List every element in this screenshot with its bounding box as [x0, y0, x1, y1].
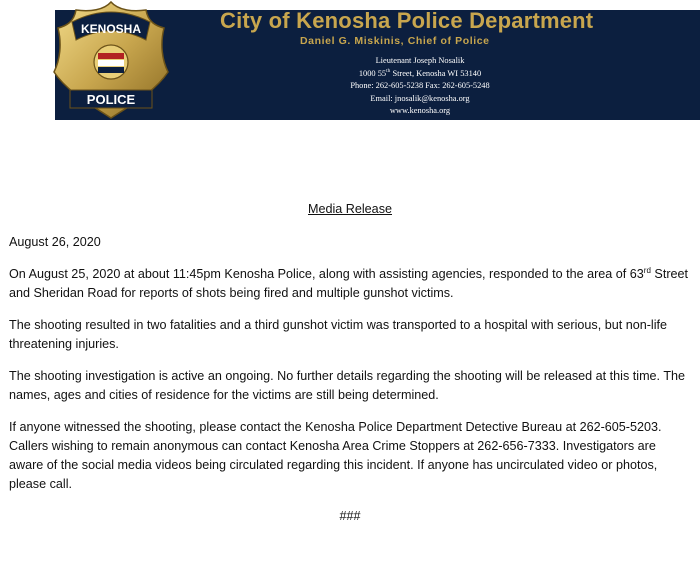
- p1-pre: On August 25, 2020 at about 11:45pm Kenosha Police, along with assisting agencies, responded to the area of 63: [9, 267, 644, 281]
- document-title: Media Release: [307, 202, 392, 216]
- contact-website: www.kenosha.org: [389, 106, 451, 116]
- paragraph-2: The shooting resulted in two fatalities and a third gunshot victim was transported to a hospital with serious, but non-life threatening injuries.: [9, 318, 668, 351]
- contact-email: Email: jnosalik@kenosha.org: [370, 93, 470, 103]
- contact-block: [300, 55, 540, 118]
- release-date: August 26, 2020: [9, 235, 101, 249]
- contact-name: Lieutenant Joseph Nosalik: [375, 56, 465, 65]
- badge-bottom-text: POLICE: [86, 92, 136, 107]
- paragraph-4: If anyone witnessed the shooting, please contact the Kenosha Police Department Detective Bureau at 262-605-5203. Callers wishing to remain anonymous can contact Kenosha Area Crime Stoppers at 262-656-7333. Investigators are aware of the social media videos being circulated regarding this incident. If anyone has uncirculated video or photos, please call.: [9, 420, 662, 491]
- paragraph-3: The shooting investigation is active an ongoing. No further details regarding the shooting will be released at this time. The names, ages and cities of residence for the victims are still being determined.: [9, 369, 686, 402]
- p1-sup: rd: [643, 265, 651, 275]
- address-pre: 1000 55: [358, 68, 387, 78]
- address-sup: th: [386, 67, 391, 74]
- contact-address: [300, 68, 540, 81]
- media-release-body: [9, 200, 691, 526]
- p1-post: Street and Sheridan Road for reports of shots being fired and multiple gunshot victims.: [9, 267, 689, 300]
- contact-phone: Phone: 262-605-5238 Fax: 262-605-5248: [350, 81, 490, 91]
- badge-top-text: KENOSHA: [80, 22, 142, 36]
- paragraph-1: [9, 265, 691, 303]
- police-badge-icon: [52, 0, 170, 120]
- chief-line: Daniel G. Miskinis, Chief of Police: [300, 35, 490, 47]
- end-mark: ###: [339, 509, 361, 523]
- address-post: Street, Kenosha WI 53140: [390, 68, 482, 78]
- letterhead: [0, 0, 700, 120]
- department-name: City of Kenosha Police Department: [220, 8, 594, 33]
